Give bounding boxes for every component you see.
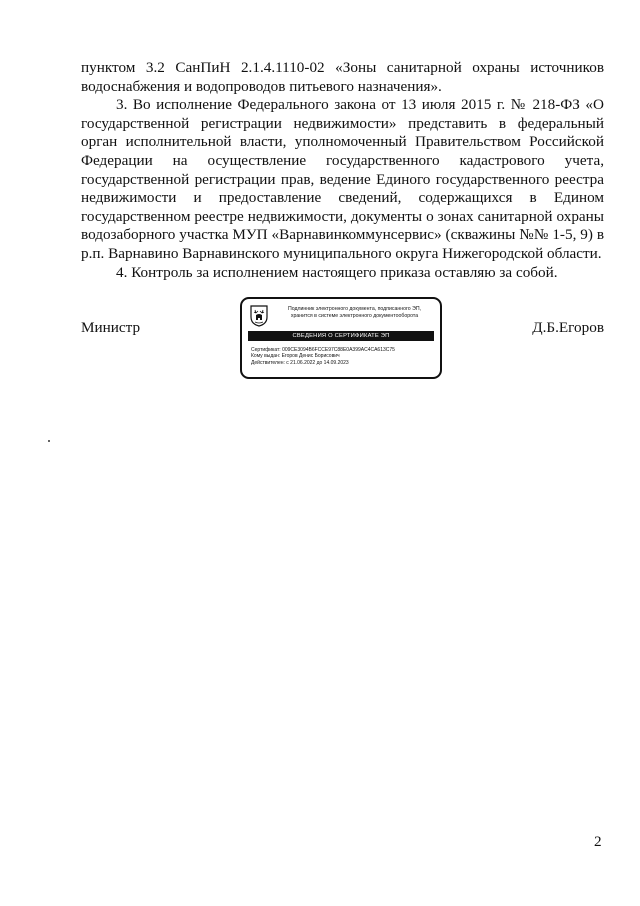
stamp-valid-line: Действителен: с 21.06.2022 до 14.09.2023 [251,359,349,366]
signer-name: Д.Б.Егоров [532,319,604,336]
stamp-banner: СВЕДЕНИЯ О СЕРТИФИКАТЕ ЭП [248,331,434,341]
stamp-details [251,347,436,366]
paragraph-item-3: 3. Во исполнение Федерального закона от 13 июля 2015 г. № 218-ФЗ «О государственной регистрации недвижимости» представить в федеральный орган исполнительной власти, уполномоченный Правительством Российской Федерации на осуществление государственного кадастрового учета, государственной регистрации прав, ведение Единого государственного реестра недвижимости и предоставление сведений, содержащихся в Едином государственном реестре недвижимости, документы о зонах санитарной охраны водозаборного участка МУП «Варнавинкоммунсервис» (скважины №№ 1-5, 9) в р.п. Варнавино Варнавинского муниципального округа Нижегородской области. [81,96,604,262]
paragraph-continuation: пунктом 3.2 СанПиН 2.1.4.1110-02 «Зоны санитарной охраны источников водоснабжения и водопроводов питьевого назначения». [81,59,604,95]
stamp-header [272,306,437,320]
electronic-signature-stamp [240,297,442,379]
paragraph-item-4: 4. Контроль за исполнением настоящего приказа оставляю за собой. [116,263,558,281]
stamp-header-line-2: хранится в системе электронного документооборота [290,312,419,319]
scan-artifact-dot [48,440,50,442]
stamp-certificate-line: Сертификат: 009CE3094B6FCCE97C88E0A399AC4CA613C75 [251,347,395,353]
page-number: 2 [594,833,602,850]
signer-position: Министр [81,319,141,336]
stamp-header-line-1: Подлинник электронного документа, подписанного ЭП, [287,306,421,312]
signature-block [81,296,604,386]
nizhny-novgorod-deer-emblem-icon [250,305,268,327]
document-body [81,59,604,282]
stamp-issued-to-line: Кому выдан: Егоров Денис Борисович [251,353,340,360]
